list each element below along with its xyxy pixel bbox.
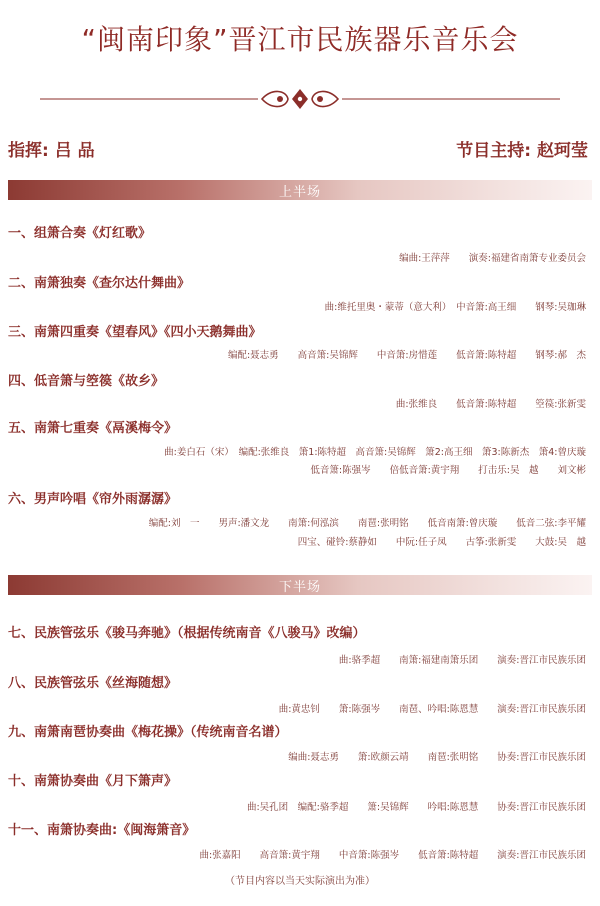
program-item-title: 十一、南箫协奏曲:《闽海箫音》 xyxy=(8,823,196,838)
program-item-credits: 曲:张维良 低音箫:陈特超 箜篌:张新雯 xyxy=(395,399,586,410)
program-item-title: 六、男声吟唱《帘外雨潺潺》 xyxy=(8,492,178,507)
program-item-credits: 编配:刘 一 男声:潘文龙 南箫:何泓滨 南琶:张明铭 低音南箫:曾庆璇 低音二弦:李平耀 xyxy=(148,518,586,529)
section-title-first-half: 上半场 xyxy=(278,185,321,200)
program-item-title: 十、南箫协奏曲《月下箫声》 xyxy=(8,774,178,789)
program-item-credits: 曲:吴孔团 编配:骆季超 箫:吴锦辉 吟唱:陈恩慧 协奏:晋江市民族乐团 xyxy=(246,802,586,813)
program-item-credits: 四宝、碰铃:蔡静如 中阮:任子凤 古筝:张新雯 大鼓:吴 越 xyxy=(297,537,586,548)
footnote: （节目内容以当天实际演出为准） xyxy=(225,876,375,887)
section-band-first-half xyxy=(8,180,592,200)
host-label: 节目主持: 赵珂莹 xyxy=(456,141,588,161)
program-item-credits: 曲:维托里奥・蒙蒂（意大利） 中音箫:高王细 钢琴:吴珈琳 xyxy=(324,302,586,313)
program-item-credits: 曲:黄忠钊 箫:陈强岑 南琶、吟唱:陈恩慧 演奏:晋江市民族乐团 xyxy=(278,704,586,715)
program-item-title: 八、民族管弦乐《丝海随想》 xyxy=(8,676,178,691)
program-item-credits: 编曲:聂志勇 箫:欧颜云靖 南琶:张明铭 协奏:晋江市民族乐团 xyxy=(288,752,586,763)
program-item-title: 七、民族管弦乐《骏马奔驰》（根据传统南音《八骏马》改编） xyxy=(8,626,366,641)
program-item-credits: 曲:张嘉阳 高音箫:黄宇翔 中音箫:陈强岑 低音箫:陈特超 演奏:晋江市民族乐团 xyxy=(199,850,586,861)
program-item-credits: 曲:姜白石（宋） 编配:张维良 箫1:陈特超 高音箫:吴锦辉 箫2:高王细 箫3:陈新杰 箫4:曾庆璇 xyxy=(164,447,586,458)
section-title-second-half: 下半场 xyxy=(278,580,321,595)
program-item-credits: 编配:聂志勇 高音箫:吴锦辉 中音箫:房惜莲 低音箫:陈特超 钢琴:郝 杰 xyxy=(227,350,586,361)
ornament-divider xyxy=(40,84,560,114)
program-item-title: 五、南箫七重奏《鬲溪梅令》 xyxy=(8,421,178,436)
program-item-title: 一、组箫合奏《灯红歌》 xyxy=(8,226,152,241)
conductor-label: 指挥: 吕 品 xyxy=(8,141,95,161)
program-item-title: 三、南箫四重奏《望春风》《四小天鹅舞曲》 xyxy=(8,325,262,340)
program-item-credits: 曲:骆季超 南箫:福建南箫乐团 演奏:晋江市民族乐团 xyxy=(338,655,586,666)
program-item-title: 九、南箫南琶协奏曲《梅花操》（传统南音名谱） xyxy=(8,725,288,740)
program-item-title: 四、低音箫与箜篌《故乡》 xyxy=(8,374,165,389)
program-item-credits: 编曲:王萍萍 演奏:福建省南箫专业委员会 xyxy=(399,253,586,264)
section-band-second-half xyxy=(8,575,592,595)
page-title: “闽南印象”晋江市民族器乐音乐会 xyxy=(81,23,519,56)
program-item-title: 二、南箫独奏《查尔达什舞曲》 xyxy=(8,276,191,291)
program-item-credits: 低音箫:陈强岑 倍低音箫:黄宇翔 打击乐:吴 越 刘文彬 xyxy=(310,465,586,476)
